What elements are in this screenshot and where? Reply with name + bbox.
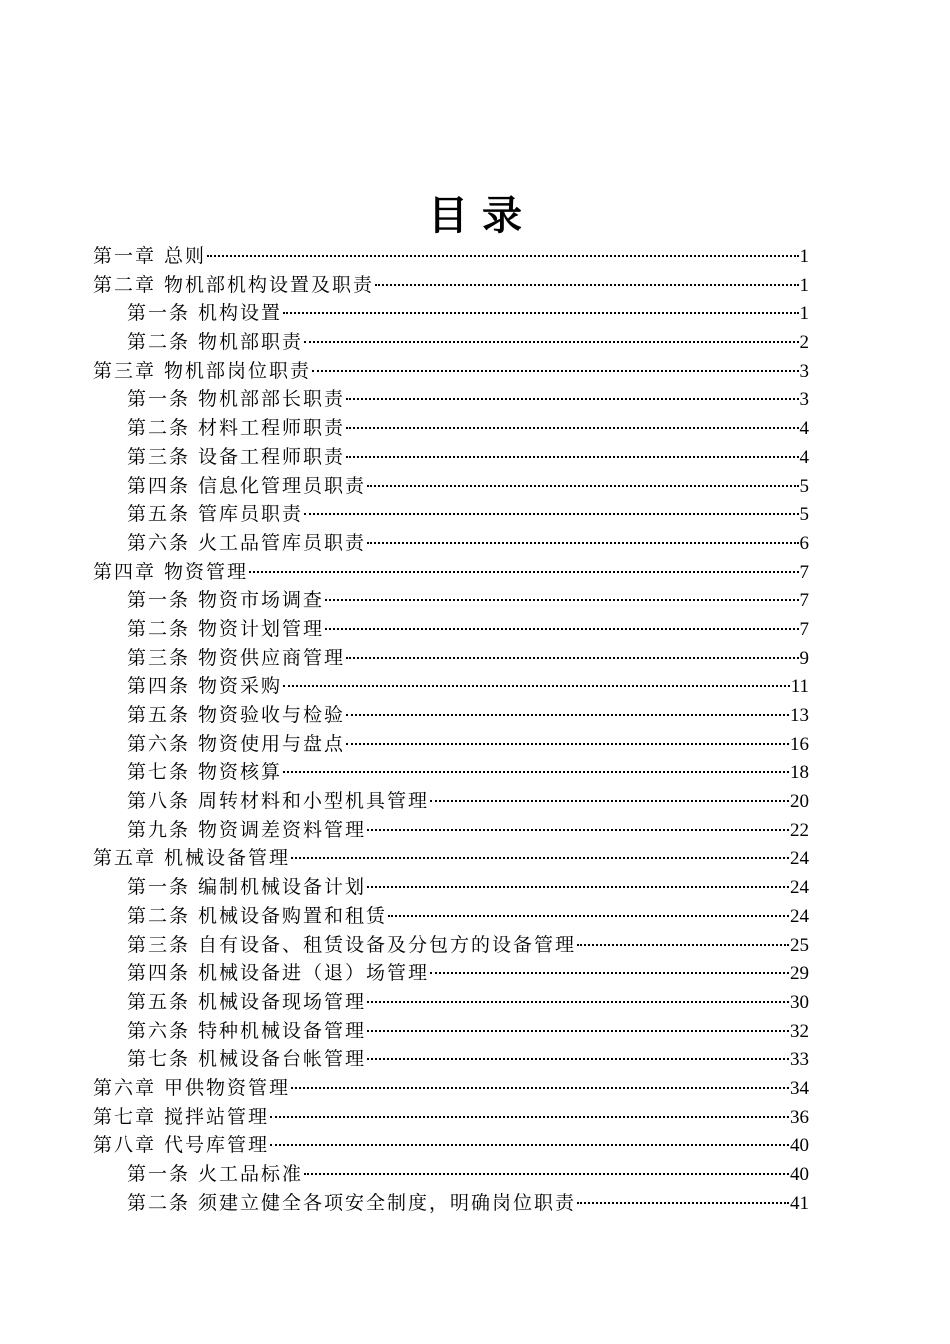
toc-entry-label: 第四条 信息化管理员职责 <box>127 474 367 497</box>
toc-page-number: 22 <box>790 819 809 841</box>
toc-dot-leader <box>367 1058 789 1060</box>
toc-page-number: 1 <box>799 274 809 296</box>
toc-article-entry[interactable] <box>93 500 809 529</box>
toc-page-number: 32 <box>790 1020 809 1042</box>
toc-article-entry[interactable] <box>93 931 809 960</box>
toc-dot-leader <box>375 284 798 286</box>
toc-entry-label: 第九条 物资调差资料管理 <box>127 818 367 841</box>
toc-dot-leader <box>283 685 790 687</box>
toc-entry-label: 第四条 物资采购 <box>127 675 283 698</box>
toc-entry-label: 第四章 物资管理 <box>93 560 249 583</box>
toc-article-entry[interactable] <box>93 701 809 730</box>
toc-page-number: 18 <box>790 762 809 784</box>
toc-entry-label: 第七条 机械设备台帐管理 <box>127 1048 367 1071</box>
toc-page-number: 40 <box>790 1135 809 1157</box>
toc-page-number: 1 <box>799 303 809 325</box>
toc-dot-leader <box>367 1001 789 1003</box>
toc-page-number: 7 <box>799 590 809 612</box>
toc-article-entry[interactable] <box>93 299 809 328</box>
toc-dot-leader <box>249 571 798 573</box>
toc-article-entry[interactable] <box>93 730 809 759</box>
toc-dot-leader <box>346 398 798 400</box>
toc-entry-label: 第三章 物机部岗位职责 <box>93 359 312 382</box>
toc-entry-label: 第七章 搅拌站管理 <box>93 1105 270 1128</box>
toc-entry-label: 第六条 火工品管库员职责 <box>127 531 367 554</box>
toc-title: 目 录 <box>428 192 522 239</box>
toc-page-number: 25 <box>790 934 809 956</box>
toc-article-entry[interactable] <box>93 959 809 988</box>
toc-entry-label: 第八章 代号库管理 <box>93 1134 270 1157</box>
toc-entry-label: 第六条 物资使用与盘点 <box>127 732 346 755</box>
toc-page-number: 33 <box>790 1049 809 1071</box>
toc-page-number: 29 <box>790 963 809 985</box>
toc-entry-label: 第一条 物机部部长职责 <box>127 388 346 411</box>
toc-entry-label: 第七条 物资核算 <box>127 761 283 784</box>
toc-page-number: 5 <box>799 475 809 497</box>
toc-article-entry[interactable] <box>93 988 809 1017</box>
toc-article-entry[interactable] <box>93 328 809 357</box>
toc-page-number: 41 <box>790 1192 809 1214</box>
toc-page-number: 40 <box>790 1164 809 1185</box>
toc-article-entry[interactable] <box>93 443 809 472</box>
toc-dot-leader <box>283 312 798 314</box>
toc-chapter-entry[interactable] <box>93 558 809 587</box>
toc-entry-label: 第六条 特种机械设备管理 <box>127 1019 367 1042</box>
toc-chapter-entry[interactable] <box>93 1074 809 1103</box>
toc-dot-leader <box>325 628 798 630</box>
toc-page-number: 4 <box>799 446 809 468</box>
toc-entry-label: 第五条 管库员职责 <box>127 503 304 526</box>
toc-dot-leader <box>270 1116 789 1118</box>
toc-dot-leader <box>346 714 789 716</box>
toc-page-number: 24 <box>790 877 809 899</box>
toc-chapter-entry[interactable] <box>93 357 809 386</box>
toc-article-entry[interactable] <box>93 758 809 787</box>
toc-entry-label: 第二条 物资计划管理 <box>127 617 325 640</box>
toc-dot-leader <box>367 1030 789 1032</box>
toc-entry-label: 第四条 机械设备进（退）场管理 <box>127 962 430 985</box>
toc-page-number: 24 <box>790 848 809 870</box>
toc-article-entry[interactable] <box>93 615 809 644</box>
toc-dot-leader <box>367 886 789 888</box>
toc-dot-leader <box>207 255 798 257</box>
toc-page-number: 7 <box>799 618 809 640</box>
toc-page-number: 4 <box>799 418 809 440</box>
toc-entry-label: 第一条 火工品标准 <box>127 1163 304 1185</box>
toc-page-number: 16 <box>790 733 809 755</box>
toc-dot-leader <box>367 542 798 544</box>
toc-page-number: 30 <box>790 991 809 1013</box>
toc-page-number: 3 <box>799 360 809 382</box>
toc-entry-label: 第二条 物机部职责 <box>127 331 304 354</box>
toc-dot-leader <box>388 915 789 917</box>
toc-entry-label: 第八条 周转材料和小型机具管理 <box>127 790 430 813</box>
toc-page-number: 1 <box>799 246 809 267</box>
toc-dot-leader <box>577 944 789 946</box>
toc-article-entry[interactable] <box>93 1189 809 1218</box>
toc-chapter-entry[interactable] <box>93 1103 809 1132</box>
toc-page-number: 13 <box>790 705 809 726</box>
toc-page-number: 9 <box>799 647 809 669</box>
toc-article-entry[interactable] <box>93 1160 809 1189</box>
toc-entry-label: 第二条 机械设备购置和租赁 <box>127 904 388 927</box>
toc-page-number: 7 <box>799 561 809 583</box>
toc-article-entry[interactable] <box>93 472 809 501</box>
toc-chapter-entry[interactable] <box>93 1131 809 1160</box>
toc-article-entry[interactable] <box>93 1045 809 1074</box>
toc-dot-leader <box>346 657 798 659</box>
toc-page-number: 24 <box>790 905 809 927</box>
toc-page-number: 20 <box>790 791 809 813</box>
toc-entry-label: 第三条 物资供应商管理 <box>127 646 346 669</box>
toc-page-number: 2 <box>799 332 809 354</box>
toc-article-entry[interactable] <box>93 902 809 931</box>
toc-entry-label: 第二条 材料工程师职责 <box>127 417 346 440</box>
toc-article-entry[interactable] <box>93 873 809 902</box>
toc-dot-leader <box>283 771 789 773</box>
toc-chapter-entry[interactable] <box>93 242 809 271</box>
toc-page-number: 34 <box>790 1077 809 1099</box>
toc-page-number: 11 <box>790 676 809 698</box>
toc-dot-leader <box>346 456 798 458</box>
toc-dot-leader <box>367 829 789 831</box>
table-of-contents <box>93 242 809 1217</box>
toc-article-entry[interactable] <box>93 529 809 558</box>
toc-chapter-entry[interactable] <box>93 844 809 873</box>
toc-dot-leader <box>367 485 798 487</box>
toc-entry-label: 第一条 物资市场调查 <box>127 589 325 612</box>
toc-entry-label: 第二章 物机部机构设置及职责 <box>93 273 375 296</box>
toc-dot-leader <box>346 743 789 745</box>
toc-entry-label: 第三条 设备工程师职责 <box>127 445 346 468</box>
toc-dot-leader <box>291 1087 789 1089</box>
toc-entry-label: 第五条 物资验收与检验 <box>127 704 346 726</box>
toc-article-entry[interactable] <box>93 672 809 701</box>
toc-page-number: 3 <box>799 389 809 411</box>
toc-page-number: 6 <box>799 532 809 554</box>
toc-article-entry[interactable] <box>93 385 809 414</box>
toc-entry-label: 第一条 编制机械设备计划 <box>127 876 367 899</box>
toc-entry-label: 第六章 甲供物资管理 <box>93 1076 291 1099</box>
toc-page-number: 5 <box>799 504 809 526</box>
toc-dot-leader <box>304 341 798 343</box>
toc-entry-label: 第五条 机械设备现场管理 <box>127 990 367 1013</box>
toc-dot-leader <box>346 427 798 429</box>
toc-dot-leader <box>304 513 798 515</box>
toc-entry-label: 第一条 机构设置 <box>127 302 283 325</box>
toc-dot-leader <box>291 857 789 859</box>
toc-dot-leader <box>577 1202 789 1204</box>
toc-article-entry[interactable] <box>93 816 809 845</box>
toc-article-entry[interactable] <box>93 644 809 673</box>
toc-dot-leader <box>312 370 798 372</box>
toc-article-entry[interactable] <box>93 1017 809 1046</box>
toc-entry-label: 第五章 机械设备管理 <box>93 847 291 870</box>
toc-dot-leader <box>270 1144 789 1146</box>
toc-dot-leader <box>325 599 798 601</box>
toc-page-number: 36 <box>790 1106 809 1128</box>
toc-entry-label: 第三条 自有设备、租赁设备及分包方的设备管理 <box>127 933 577 956</box>
toc-entry-label: 第二条 须建立健全各项安全制度，明确岗位职责 <box>127 1191 577 1214</box>
toc-entry-label: 第一章 总则 <box>93 245 207 267</box>
toc-article-entry[interactable] <box>93 787 809 816</box>
toc-chapter-entry[interactable] <box>93 271 809 300</box>
toc-article-entry[interactable] <box>93 586 809 615</box>
toc-dot-leader <box>304 1173 789 1175</box>
toc-dot-leader <box>430 800 789 802</box>
toc-article-entry[interactable] <box>93 414 809 443</box>
toc-dot-leader <box>430 972 789 974</box>
